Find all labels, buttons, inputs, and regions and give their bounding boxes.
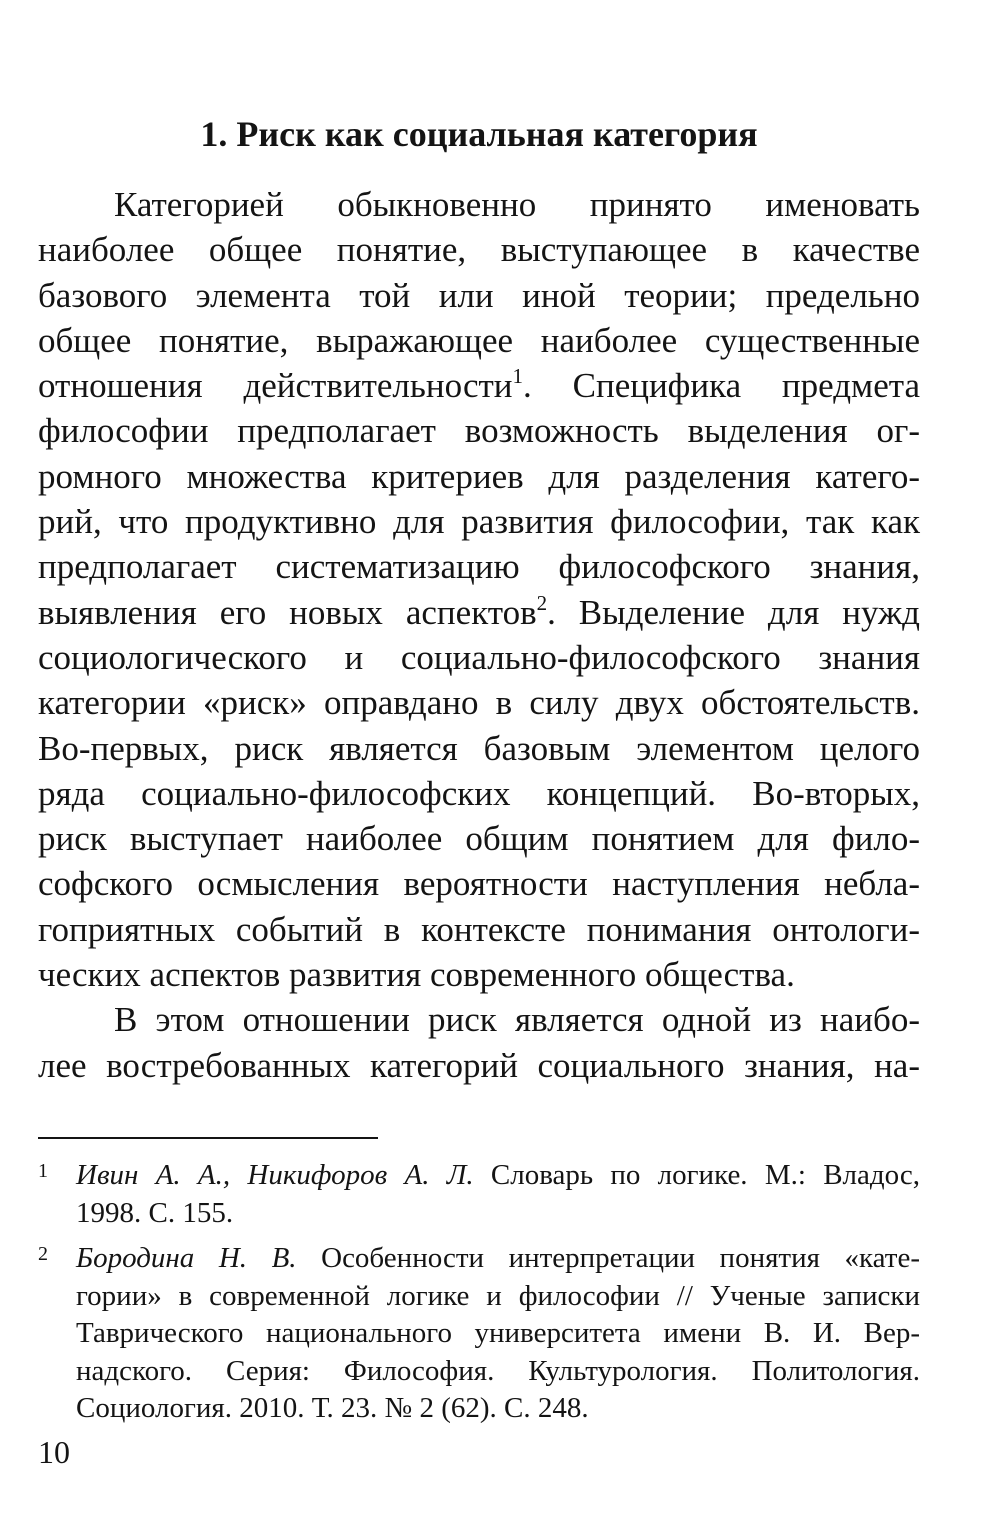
footnote-body bbox=[76, 1157, 920, 1232]
footnote-author: Ивин А. А., Никифоров А. Л. bbox=[76, 1159, 474, 1191]
footnote-line: Таврического национального университета имени В. И. Вер- bbox=[76, 1317, 920, 1349]
footnote-2 bbox=[38, 1240, 920, 1428]
footnote-line: Социология. 2010. Т. 23. № 2 (62). С. 248. bbox=[76, 1392, 589, 1424]
text-segment: . Выделение для нужд bbox=[547, 592, 920, 632]
text-line: социологического и социально-философского знания bbox=[38, 637, 920, 677]
footnote-number: 2 bbox=[38, 1243, 48, 1265]
text-line: предполагает систематизацию философского знания, bbox=[38, 547, 920, 587]
footnote-separator bbox=[38, 1137, 378, 1139]
text-line: наиболее общее понятие, выступающее в качестве bbox=[38, 230, 920, 270]
footnote-body bbox=[76, 1240, 920, 1428]
text-line: лее востребованных категорий социального знания, на- bbox=[38, 1045, 920, 1085]
footnote-author: Бородина Н. В. bbox=[76, 1242, 297, 1274]
text-line: риск выступает наиболее общим понятием для фило- bbox=[38, 819, 920, 859]
section-heading: 1. Риск как социальная категория bbox=[200, 114, 758, 154]
text-line bbox=[38, 590, 920, 635]
book-page bbox=[38, 0, 920, 1539]
paragraph-1 bbox=[38, 182, 920, 997]
text-line: базового элемента той или иной теории; предельно bbox=[38, 275, 920, 315]
footnote-ref-2: 2 bbox=[536, 590, 548, 615]
page-number: 10 bbox=[38, 1434, 70, 1470]
footnote-title: Словарь по логике. М.: Владос, bbox=[473, 1159, 920, 1191]
text-line: В этом отношении риск является одной из наибо- bbox=[114, 1000, 920, 1040]
text-segment: выявления его новых аспектов bbox=[38, 592, 537, 632]
text-line: ряда социально-философских концепций. Во-вторых, bbox=[38, 773, 920, 813]
text-line: философии предполагает возможность выделения ог- bbox=[38, 411, 920, 451]
footnote-line: надского. Серия: Философия. Культурология. Политология. bbox=[76, 1354, 920, 1387]
text-line: рий, что продуктивно для развития философии, так как bbox=[38, 502, 920, 542]
footnotes bbox=[38, 1157, 920, 1436]
footnote-number: 1 bbox=[38, 1160, 48, 1182]
footnote-line bbox=[76, 1157, 920, 1195]
footnote-line: гории» в современной логике и философии // Ученые записки bbox=[76, 1279, 920, 1312]
text-line: ческих аспектов развития современного общества. bbox=[38, 955, 795, 995]
footnote-ref-1: 1 bbox=[512, 364, 524, 389]
text-line: Категорией обыкновенно принято именовать bbox=[114, 185, 920, 224]
text-line: гоприятных событий в контексте понимания онтологи- bbox=[38, 909, 920, 949]
text-segment: . Специфика предмета bbox=[523, 366, 920, 406]
paragraph-2 bbox=[38, 997, 920, 1088]
body-text bbox=[38, 182, 920, 1088]
text-line: общее понятие, выражающее наиболее существенные bbox=[38, 320, 920, 360]
footnote-title: Особенности интерпретации понятия «кате- bbox=[296, 1242, 921, 1274]
footnote-1 bbox=[38, 1157, 920, 1232]
footnote-line bbox=[76, 1240, 920, 1278]
text-line bbox=[38, 363, 920, 408]
footnote-line: 1998. С. 155. bbox=[76, 1196, 234, 1229]
text-line: ромного множества критериев для разделения катего- bbox=[38, 456, 920, 496]
text-segment: отношения действительности bbox=[38, 366, 513, 406]
text-line: софского осмысления вероятности наступления небла- bbox=[38, 864, 920, 904]
text-line: Во-первых, риск является базовым элементом целого bbox=[38, 728, 920, 768]
text-line: категории «риск» оправдано в силу двух обстоятельств. bbox=[38, 683, 920, 723]
